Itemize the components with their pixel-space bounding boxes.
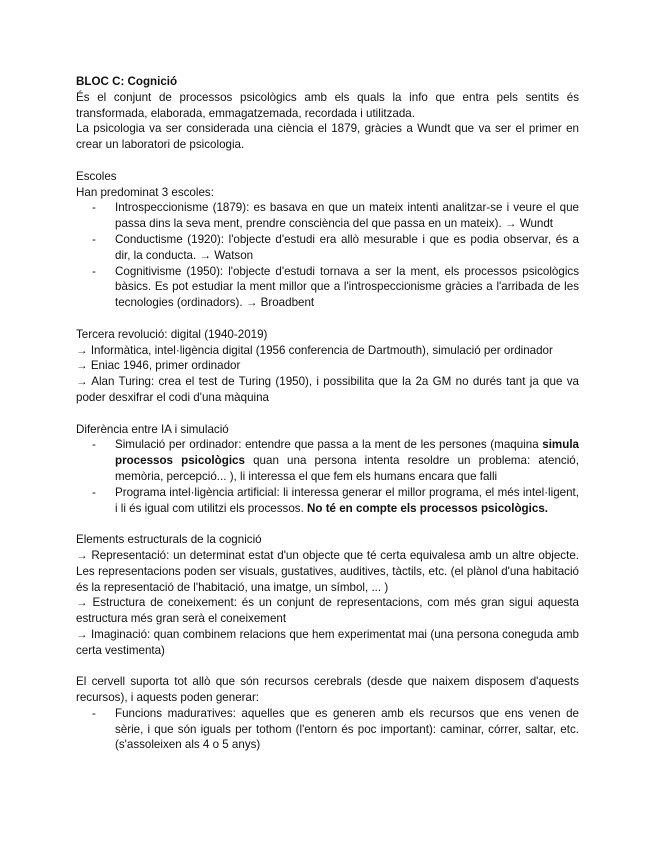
revolucio-heading: Tercera revolució: digital (1940-2019) xyxy=(76,327,268,341)
elements-line: → Estructura de coneixement: és un conjunt de representacions, com més gran sigui aquesta estructura més gran serà el coneixement xyxy=(76,596,579,626)
item-emphasis: simula processos psicològics xyxy=(115,438,579,468)
item-text: Programa intel·ligència artificial: li interessa generar el millor programa, el més intel·ligent, i li és igual com utilitzi els processos. xyxy=(115,485,579,515)
intro-paragraph: És el conjunt de processos psicològics amb els quals la info que entra pels sentits és transformada, elaborada, emmagatzemada, recordada i utilitzada. xyxy=(76,90,579,120)
item-text: quan una persona intenta resoldre un problema: atenció, memòria, percepció... ), li interessa el que fem els humans encara que falli xyxy=(115,454,579,483)
list-item: - Conductisme (1920): l'objecte d'estudi era allò mesurable i que es podia observar, és a dir, la conducta. → Watson xyxy=(76,232,579,264)
elements-line: → Representació: un determinat estat d'un objecte que té certa equivalesa amb un altre objecte. Les representacions poden ser visuals, gustatives, auditives, tàctils, etc. (el plànol d'una habitació és la representació de l'habitació, una imatge, un símbol, ... ) xyxy=(76,548,579,594)
diferencia-list xyxy=(76,437,579,516)
escoles-heading: Escoles xyxy=(76,169,117,183)
escoles-list xyxy=(76,200,579,311)
escoles-lead: Han predominat 3 escoles: xyxy=(76,185,214,199)
intro-paragraph: La psicologia va ser considerada una ciència el 1879, gràcies a Wundt que va ser el primer en crear un laboratori de psicologia. xyxy=(76,122,579,152)
cervell-list xyxy=(76,706,579,753)
cervell-lead: El cervell suporta tot allò que són recursos cerebrals (desde que naixem disposem d'aquests recursos), i aquests poden generar: xyxy=(76,675,579,705)
section-title: BLOC C: Cognició xyxy=(76,75,178,88)
document-page xyxy=(76,74,579,753)
list-item: - Cognitivisme (1950): l'objecte d'estudi tornava a ser la ment, els processos psicològics bàsics. Es pot estudiar la ment millor que a l'introspeccionisme gràcies a l'arribada de les tecnologies (ordinadors). → Broadbent xyxy=(76,264,579,311)
item-emphasis: No té en compte els processos psicològics. xyxy=(307,501,548,515)
diferencia-heading: Diferència entre IA i simulació xyxy=(76,422,229,436)
item-text: Simulació per ordinador: entendre que passa a la ment de les persones (maquina xyxy=(115,438,543,452)
list-item xyxy=(76,485,579,517)
list-item: - Introspeccionisme (1879): es basava en que un mateix intenti analitzar-se i veure el que passa dins la seva ment, prendre consciència del que passa en un mateix). → Wundt xyxy=(76,200,579,232)
elements-heading: Elements estructurals de la cognició xyxy=(76,533,262,547)
revolucio-line: → Eniac 1946, primer ordinador xyxy=(76,359,241,373)
list-item: - Funcions madurатives: aquelles que es generen amb els recursos que ens venen de sèrie, i que són iguals per tothom (l'entorn és poc important): caminar, córrer, saltar, etc. (s'assoleixen als 4 o 5 anys) xyxy=(76,706,579,753)
list-item xyxy=(76,437,579,484)
revolucio-line: → Alan Turing: crea el test de Turing (1950), i possibilita que la 2a GM no durés tant ja que va poder desxifrar el codi d'una màquina xyxy=(76,375,579,404)
revolucio-line: → Informàtica, intel·ligència digital (1956 conferencia de Dartmouth), simulació per ordinador xyxy=(76,343,553,357)
elements-line: → Imaginació: quan combinem relacions que hem experimentat mai (una persona coneguda amb certa vestimenta) xyxy=(76,627,579,657)
